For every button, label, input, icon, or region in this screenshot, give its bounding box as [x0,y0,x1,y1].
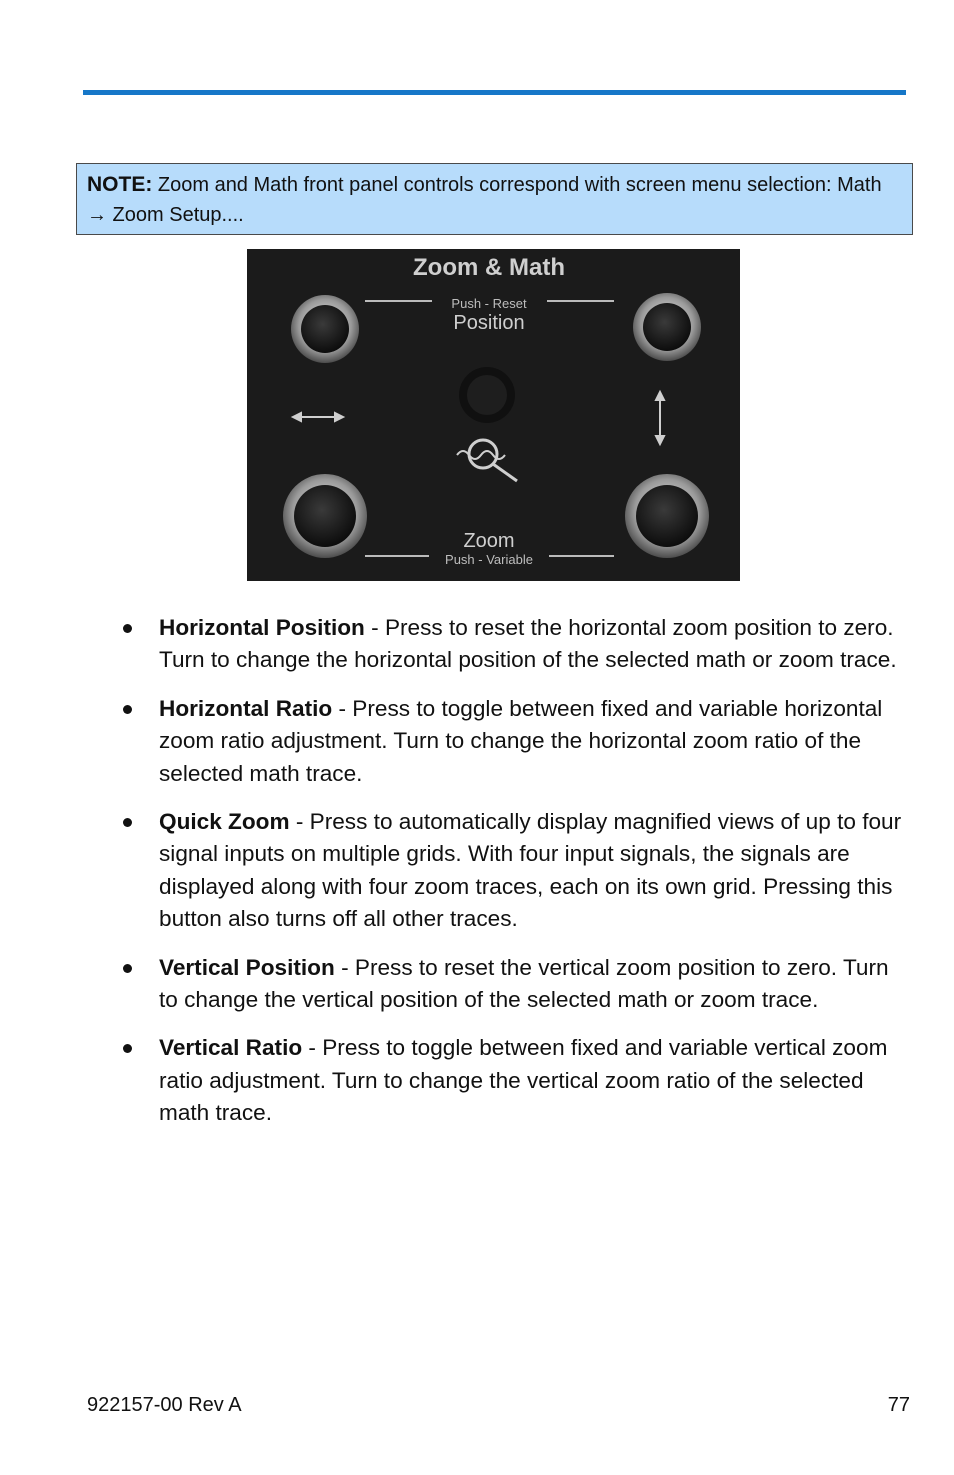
position-sublabel: Push - Reset [451,296,527,311]
horizontal-ratio-knob[interactable] [283,474,367,558]
bullet-icon [123,624,132,633]
bullet-icon [123,964,132,973]
list-item: Horizontal Position - Press to reset the horizontal zoom position to zero. Turn to change the horizontal position of the selected math or zoom trace. [0,612,954,677]
list-item: Horizontal Ratio - Press to toggle between fixed and variable horizontal zoom ratio adjustment. Turn to change the horizontal zoom ratio of the selected math trace. [0,693,954,790]
list-item: Vertical Position - Press to reset the vertical zoom position to zero. Turn to change the vertical position of the selected math or zoom trace. [0,952,954,1017]
zoom-math-panel-photo [247,249,740,581]
note-text: Zoom and Math front panel controls correspond with screen menu selection: Math → Zoom Setup.... [87,174,882,226]
panel-title: Zoom & Math [413,254,565,281]
horizontal-position-knob[interactable] [291,295,359,363]
zoom-sublabel: Push - Variable [445,552,533,567]
quick-zoom-button[interactable] [459,367,515,423]
note-label: NOTE: [87,173,153,196]
footer-doc-id: 922157-00 Rev A [87,1394,242,1416]
vertical-ratio-knob[interactable] [625,474,709,558]
zoom-label: Zoom [463,530,515,552]
list-item: Quick Zoom - Press to automatically display magnified views of up to four signal inputs on multiple grids. With four input signals, the signals are displayed along with four zoom traces, each on its own grid. Pressing this button also turns off all other traces. [0,806,954,936]
vertical-position-knob[interactable] [633,293,701,361]
control-descriptions [0,612,954,1146]
header-rule [83,90,906,95]
bullet-icon [123,705,132,714]
bullet-icon [123,818,132,827]
note-box [76,163,913,235]
position-label: Position [453,312,525,334]
list-item: Vertical Ratio - Press to toggle between fixed and variable vertical zoom ratio adjustment. Turn to change the vertical zoom ratio of the selected math trace. [0,1032,954,1129]
bullet-icon [123,1044,132,1053]
footer-page-number: 77 [887,1394,910,1416]
